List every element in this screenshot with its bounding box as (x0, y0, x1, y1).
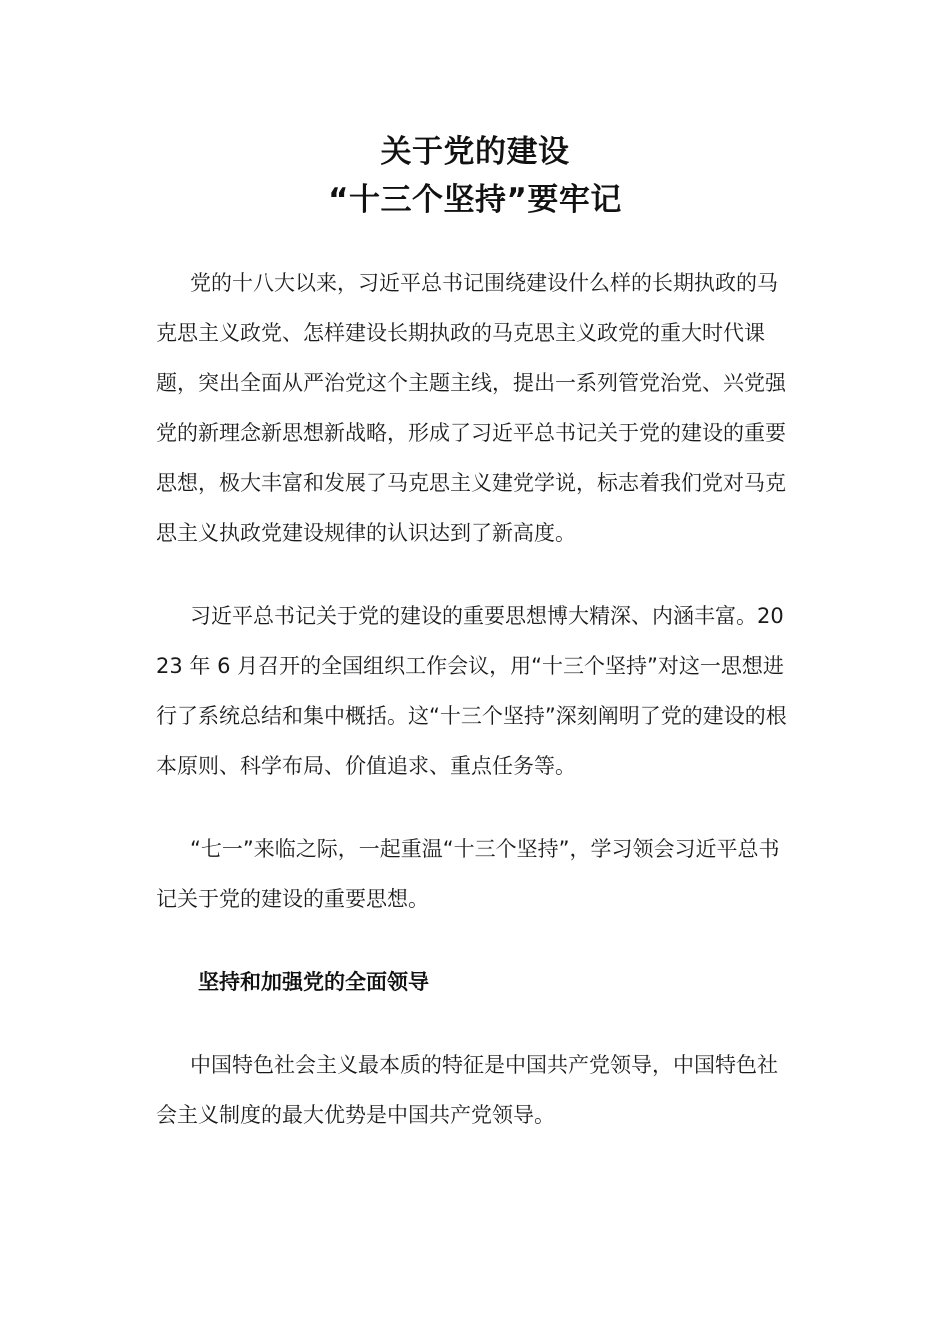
paragraph-occasion: “七一”来临之际，一起重温“十三个坚持”，学习领会习近平总书记关于党的建设的重要思想。 (156, 837, 780, 911)
title-line-2: “十三个坚持”要牢记 (328, 182, 622, 218)
section-paragraph: 中国特色社会主义最本质的特征是中国共产党领导，中国特色社会主义制度的最大优势是中国共产党领导。 (156, 1053, 778, 1127)
document-body (156, 258, 796, 1140)
section-heading: 坚持和加强党的全面领导 (198, 970, 429, 994)
paragraph-intro: 党的十八大以来，习近平总书记围绕建设什么样的长期执政的马克思主义政党、怎样建设长期执政的马克思主义政党的重大时代课题，突出全面从严治党这个主题主线，提出一系列管党治党、兴党强党的新理念新思想新战略，形成了习近平总书记关于党的建设的重要思想，极大丰富和发展了马克思主义建党学说，标志着我们党对马克思主义执政党建设规律的认识达到了新高度。 (156, 271, 786, 545)
document-title (0, 128, 950, 224)
title-line-1: 关于党的建设 (380, 134, 570, 170)
paragraph-summary: 习近平总书记关于党的建设的重要思想博大精深、内涵丰富。2023 年 6 月召开的全国组织工作会议，用“十三个坚持”对这一思想进行了系统总结和集中概括。这“十三个坚持”深刻阐明了党的建设的根本原则、科学布局、价值追求、重点任务等。 (156, 604, 787, 778)
